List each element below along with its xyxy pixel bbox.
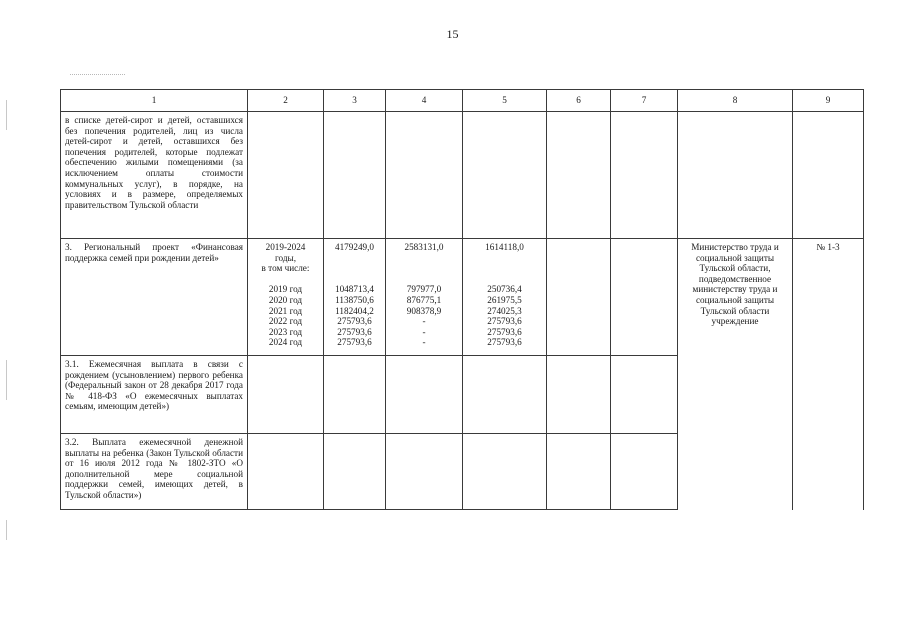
year-value: 274025,3: [487, 305, 522, 316]
period-cell: [248, 239, 324, 356]
total-value: 4179249,0: [334, 242, 375, 252]
year-label: 2024 год: [268, 337, 303, 348]
year-value: 275793,6: [487, 326, 522, 337]
year-value: -: [422, 316, 426, 327]
empty-cell: [324, 434, 386, 510]
empty-cell: [547, 239, 611, 356]
indicator-cell: № 1-3: [793, 239, 864, 510]
year-label: 2019 год: [268, 284, 303, 295]
empty-cell: [463, 112, 547, 239]
scan-edge-mark: [6, 360, 7, 400]
year-label: 2023 год: [268, 326, 303, 337]
period-label: годы,: [274, 252, 296, 263]
year-label: 2021 год: [268, 305, 303, 316]
header-cell: 4: [386, 90, 463, 112]
program-table: [60, 89, 864, 510]
scan-edge-mark: [6, 100, 7, 130]
header-cell: 3: [324, 90, 386, 112]
header-cell: 2: [248, 90, 324, 112]
row-description: 3.1. Ежемесячная выплата в связи с рождением (усыновлением) первого ребенка (Федеральный закон от 28 декабря 2017 года № 418-ФЗ «О ежемесячных выплатах семьям, имеющим детей»): [61, 356, 248, 434]
header-cell: 9: [793, 90, 864, 112]
col4-cell: [386, 239, 463, 356]
scan-edge-mark: [6, 520, 7, 540]
header-cell: 8: [678, 90, 793, 112]
year-label: 2020 год: [268, 294, 303, 305]
total-value: 1614118,0: [485, 242, 524, 252]
year-label: 2022 год: [268, 316, 303, 327]
col3-cell: [324, 239, 386, 356]
year-value: 876775,1: [406, 294, 442, 305]
year-value: -: [422, 337, 426, 348]
empty-cell: [793, 112, 864, 239]
period-range: 2019-2024: [265, 242, 306, 252]
year-value: 250736,4: [487, 284, 522, 295]
empty-cell: [611, 356, 678, 434]
header-cell: 1: [61, 90, 248, 112]
year-value: 275793,6: [337, 326, 372, 337]
year-value: 1182404,2: [335, 305, 374, 316]
page-number: 15: [446, 27, 459, 41]
empty-cell: [463, 356, 547, 434]
col5-cell: [463, 239, 547, 356]
empty-cell: [386, 356, 463, 434]
year-value: 1138750,6: [335, 294, 374, 305]
year-value: 275793,6: [337, 316, 372, 327]
year-value: 797977,0: [406, 284, 442, 295]
empty-cell: [678, 112, 793, 239]
empty-cell: [463, 434, 547, 510]
empty-cell: [611, 239, 678, 356]
table-row: [61, 112, 864, 239]
scan-artifact: [70, 74, 125, 83]
empty-cell: [547, 434, 611, 510]
header-row: [61, 90, 864, 112]
year-value: 261975,5: [487, 294, 522, 305]
empty-cell: [547, 356, 611, 434]
empty-cell: [386, 112, 463, 239]
year-value: 275793,6: [337, 337, 372, 348]
row-description: в списке детей-сирот и детей, оставшихся без попечения родителей, лиц из числа детей-сирот и детей, оставшихся без попечения родителей, которые подлежат обеспечению жилыми помещениями (за исключением оплаты стоимости коммунальных услуг), в порядке, на условиях и в размере, определяемых правительством Тульской области: [61, 112, 248, 239]
empty-cell: [611, 112, 678, 239]
empty-cell: [248, 434, 324, 510]
empty-cell: [324, 356, 386, 434]
year-value: -: [422, 326, 426, 337]
header-cell: 5: [463, 90, 547, 112]
empty-cell: [386, 434, 463, 510]
empty-cell: [611, 434, 678, 510]
header-cell: 7: [611, 90, 678, 112]
empty-cell: [547, 112, 611, 239]
empty-cell: [248, 112, 324, 239]
table-row: [61, 239, 864, 356]
year-value: 1048713,4: [334, 284, 375, 295]
row-description: 3. Региональный проект «Финансовая поддержка семей при рождении детей»: [61, 239, 248, 356]
period-including: в том числе:: [261, 263, 310, 274]
empty-cell: [324, 112, 386, 239]
year-value: 275793,6: [487, 337, 522, 348]
empty-cell: [248, 356, 324, 434]
year-value: 275793,6: [487, 316, 522, 327]
total-value: 2583131,0: [404, 242, 444, 252]
executor-cell: Министерство труда и социальной защиты Тульской области, подведомственное министерству труда и социальной защиты Тульской области учреждение: [678, 239, 793, 510]
row-description: 3.2. Выплата ежемесячной денежной выплаты на ребенка (Закон Тульской области от 16 июля 2012 года № 1802-ЗТО «О дополнительной мере социальной поддержки семей, имеющих детей, в Тульской области»): [61, 434, 248, 510]
header-cell: 6: [547, 90, 611, 112]
year-value: 908378,9: [406, 305, 442, 316]
